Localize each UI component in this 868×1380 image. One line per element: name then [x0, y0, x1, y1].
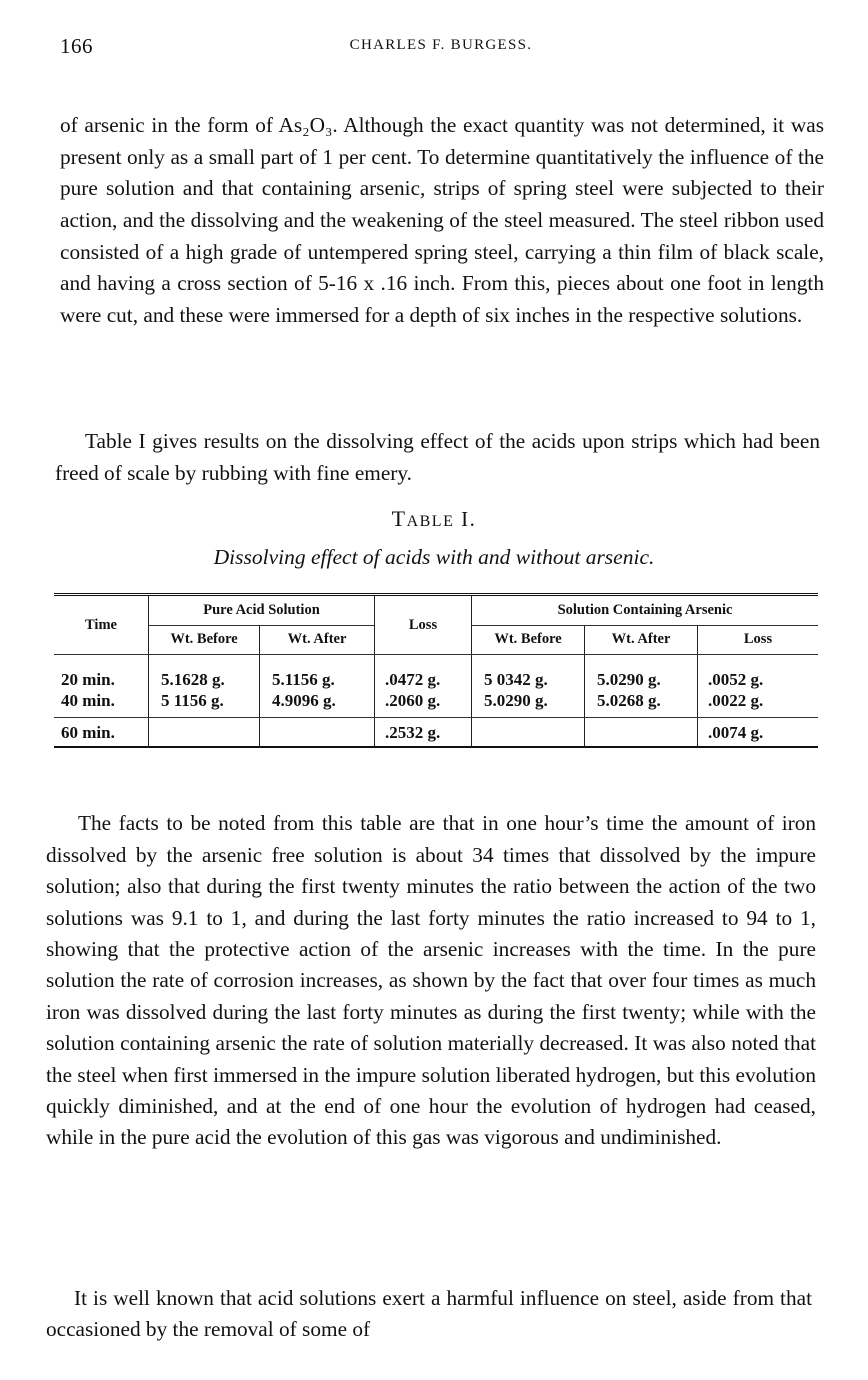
cell-arsenic-loss: .0074 g.	[698, 718, 819, 748]
cell-pure-wt-before	[149, 718, 260, 748]
cell-arsenic-wt-before	[472, 718, 585, 748]
running-title: CHARLES F. BURGESS.	[349, 37, 533, 53]
table-title-numeral: I.	[461, 507, 477, 531]
cell-pure-wt-after	[260, 718, 375, 748]
cell-loss: .0472 g. .2060 g.	[375, 655, 472, 718]
cell-arsenic-wt-after	[585, 718, 698, 748]
table-row	[54, 655, 818, 718]
header-pure-wt-after: Wt. After	[260, 625, 375, 655]
table-title-initial: T	[391, 506, 407, 531]
header-time: Time	[54, 595, 149, 655]
paragraph-2: Table I gives results on the dissolving effect of the acids upon strips which had been freed of scale by rubbing with fine emery.	[55, 429, 820, 485]
paragraph-1: of arsenic in the form of As₂O₃. Although the exact quantity was not determined, it was present only as a small part of 1 per cent. To determine quantitatively the influence of the pure solution and that containing arsenic, strips of spring steel were subjected to their action, and the dissolving and the weakening of the steel measured. The steel ribbon used consisted of a high grade of untempered spring steel, carrying a thin film of black scale, and having a cross section of 5-16 x .16 inch. From this, pieces about one foot in length were cut, and these were immersed for a depth of six inches in the respective solutions.	[60, 113, 824, 327]
cell-loss: .2532 g.	[375, 718, 472, 748]
results-table	[54, 593, 818, 748]
cell-pure-wt-after: 5.1156 g. 4.9096 g.	[260, 655, 375, 718]
running-head	[60, 34, 822, 60]
header-loss: Loss	[375, 595, 472, 655]
cell-time: 20 min. 40 min.	[54, 655, 149, 718]
header-arsenic-wt-after: Wt. After	[585, 625, 698, 655]
table-caption: Dissolving effect of acids with and without arsenic.	[213, 545, 655, 569]
paragraph-3: The facts to be noted from this table are that in one hour’s time the amount of iron dissolved by the arsenic free solution is about 34 times that dissolved by the impure solution; also that during the first twenty minutes the ratio between the action of the two solutions was 9.1 to 1, and during the last forty minutes the ratio increased to 94 to 1, showing that the protective action of the arsenic increases with the time. In the pure solution the rate of corrosion increases, as shown by the fact that over four times as much iron was dissolved during the last forty minutes as during the first twenty; while with the solution containing arsenic the rate of solution materially decreased. It was also noted that the steel when first immersed in the impure solution liberated hydrogen, but this evolution quickly diminished, and at the end of one hour the evolution of hydrogen had ceased, while in the pure acid the evolution of this gas was vigorous and undiminished.	[46, 811, 816, 1150]
table-title-rest: ABLE	[406, 513, 455, 530]
header-arsenic-wt-before: Wt. Before	[472, 625, 585, 655]
page-number: 166	[60, 34, 93, 58]
table-row	[54, 718, 818, 748]
table-header-row-1	[54, 595, 818, 626]
cell-time: 60 min.	[54, 718, 149, 748]
cell-pure-wt-before: 5.1628 g. 5 1156 g.	[149, 655, 260, 718]
header-pure-wt-before: Wt. Before	[149, 625, 260, 655]
paragraph-4: It is well known that acid solutions exert a harmful influence on steel, aside from that occasioned by the removal of some of	[46, 1286, 812, 1342]
header-solution-containing-arsenic: Solution Containing Arsenic	[472, 595, 819, 626]
cell-arsenic-wt-after: 5.0290 g. 5.0268 g.	[585, 655, 698, 718]
header-arsenic-loss: Loss	[698, 625, 819, 655]
cell-arsenic-wt-before: 5 0342 g. 5.0290 g.	[472, 655, 585, 718]
cell-arsenic-loss: .0052 g. .0022 g.	[698, 655, 819, 718]
table-title	[0, 506, 868, 532]
header-pure-acid-solution: Pure Acid Solution	[149, 595, 375, 626]
